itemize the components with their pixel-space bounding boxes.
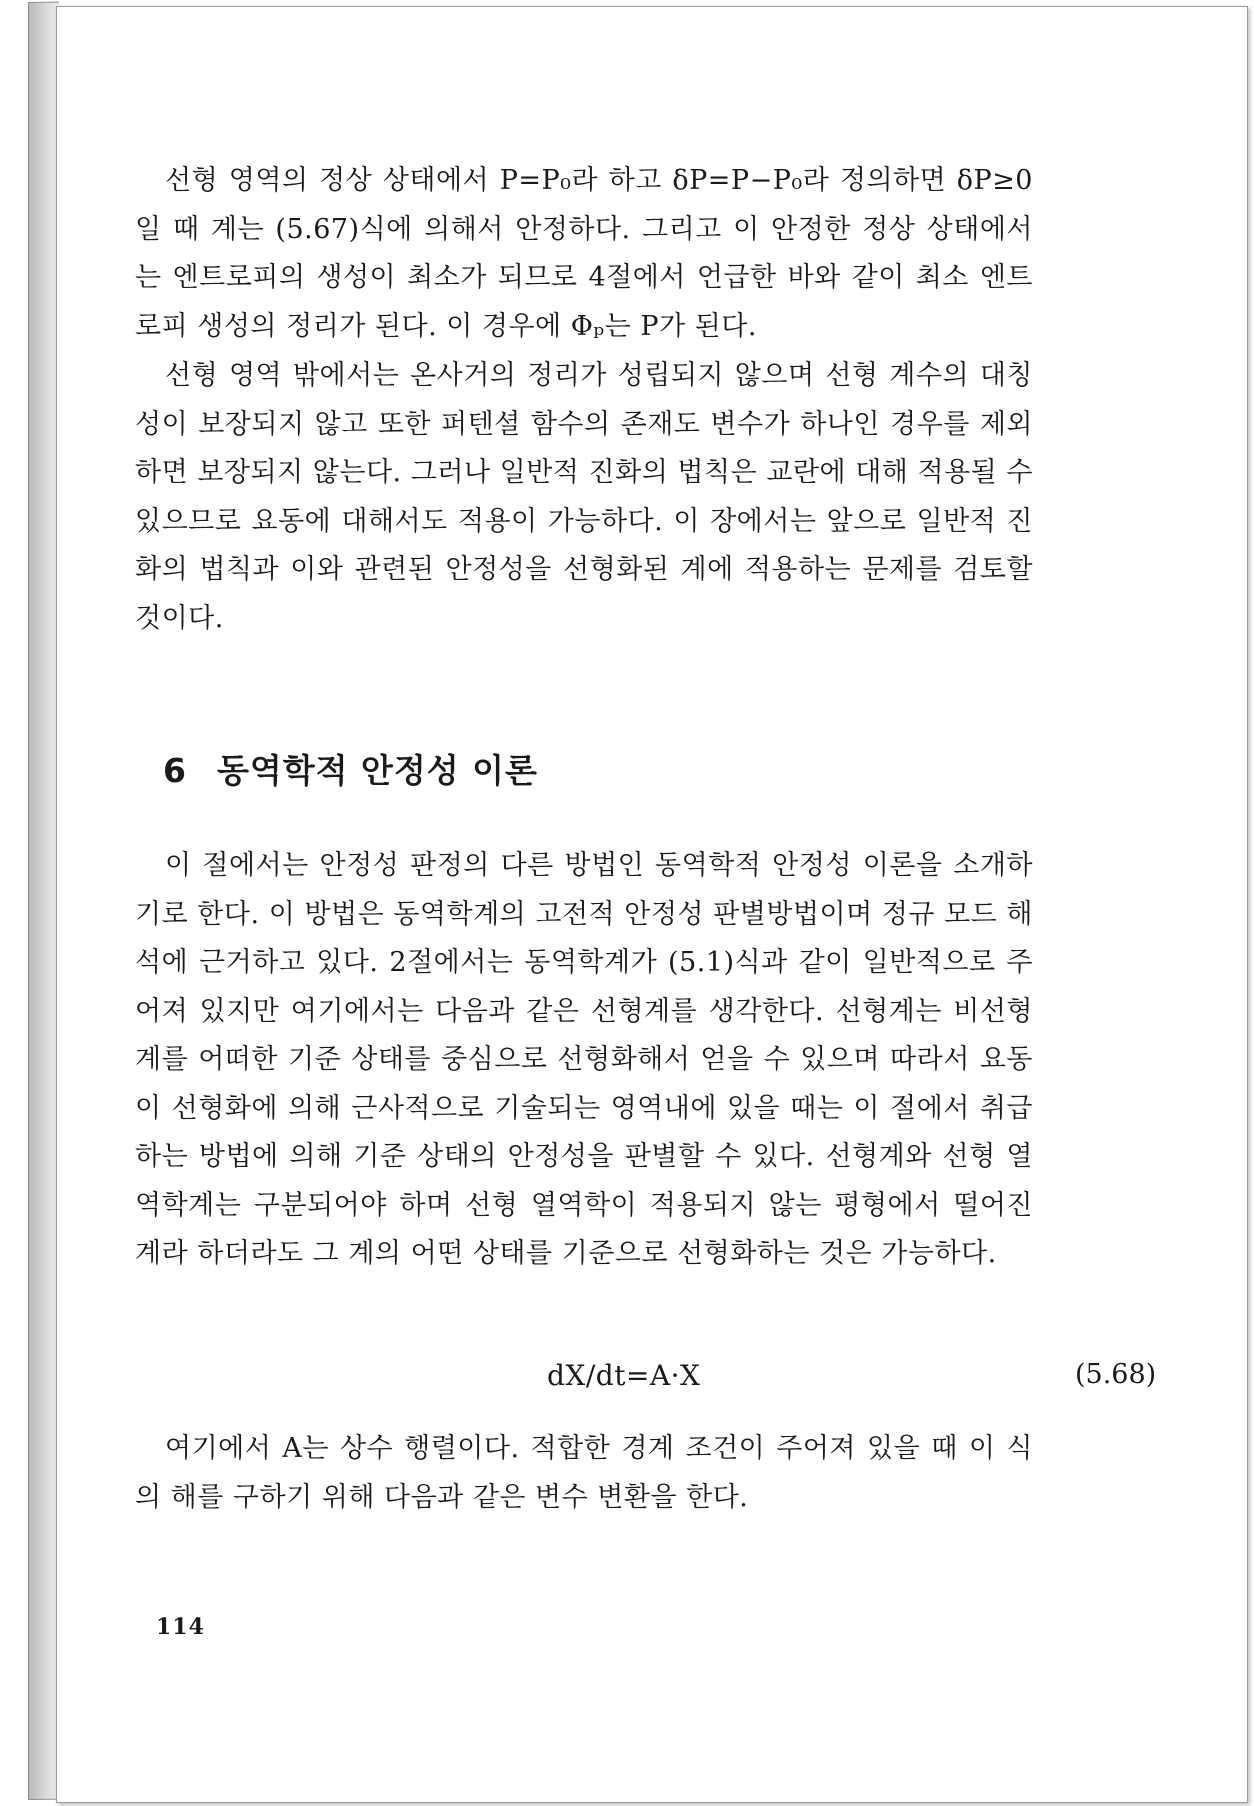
section-number: 6 (163, 751, 187, 790)
book-page (56, 6, 1248, 1803)
section-heading (163, 745, 538, 792)
equation-number: (5.68) (1075, 1359, 1157, 1390)
paragraph-dynamic-stability: 이 절에서는 안정성 판정의 다른 방법인 동역학적 안정성 이론을 소개하기로 한다. 이 방법은 동역학계의 고전적 안정성 판별방법이며 정규 모드 해석에 근거하고 있다. 2절에서는 동역학계가 (5.1)식과 같이 일반적으로 주어져 있지만 여기에서는 다음과 같은 선형계를 생각한다. 선형계는 비선형계를 어떠한 기준 상태를 중심으로 선형화해서 얻을 수 있으며 따라서 요동이 선형화에 의해 근사적으로 기술되는 영역내에 있을 때는 이 절에서 취급하는 방법에 의해 기준 상태의 안정성을 판별할 수 있다. 선형계와 선형 열역학계는 구분되어야 하며 선형 열역학이 적용되지 않는 평형에서 떨어진 계라 하더라도 그 계의 어떤 상태를 기준으로 선형화하는 것은 가능하다. (135, 850, 1033, 1269)
equation: dX/dt=A·X (547, 1359, 701, 1392)
paragraph-nonlinear-region: 선형 영역 밖에서는 온사거의 정리가 성립되지 않으며 선형 계수의 대칭성이 보장되지 않고 또한 퍼텐셜 함수의 존재도 변수가 하나인 경우를 제외하면 보장되지 않는다. 그러나 일반적 진화의 법칙은 교란에 대해 적용될 수 있으므로 요동에 대해서도 적용이 가능하다. 이 장에서는 앞으로 일반적 진화의 법칙과 이와 관련된 안정성을 선형화된 계에 적용하는 문제를 검토할 것이다. (135, 360, 1033, 634)
page-number: 114 (156, 1614, 205, 1640)
book-spine-edge (28, 2, 59, 1800)
section-title: 동역학적 안정성 이론 (216, 751, 538, 790)
paragraph-linear-stability: 선형 영역의 정상 상태에서 P=P₀라 하고 δP=P−P₀라 정의하면 δP≥0일 때 계는 (5.67)식에 의해서 안정하다. 그리고 이 안정한 정상 상태에서는 엔트로피의 생성이 최소가 되므로 4절에서 언급한 바와 같이 최소 엔트로피 생성의 정리가 된다. 이 경우에 Φₚ는 P가 된다. (135, 165, 1033, 342)
paragraph-variable-transform: 여기에서 A는 상수 행렬이다. 적합한 경계 조건이 주어져 있을 때 이 식의 해를 구하기 위해 다음과 같은 변수 변환을 한다. (135, 1433, 1033, 1513)
